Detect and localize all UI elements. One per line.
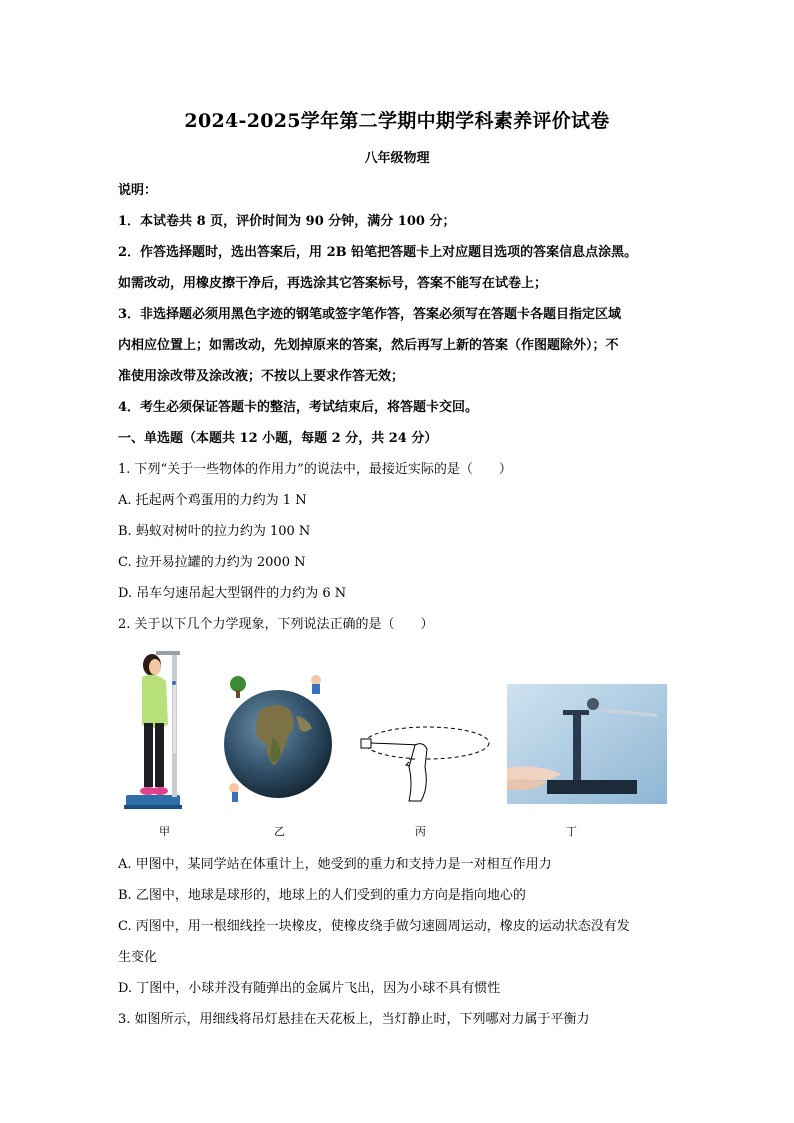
figure-bing-circular-motion	[355, 715, 495, 805]
figure-caption-jia: 甲	[159, 825, 170, 838]
instruction-line: 如需改动，用橡皮擦干净后，再选涂其它答案标号，答案不能写在试卷上；	[118, 276, 548, 291]
question-3-stem: 3. 如图所示，用细线将吊灯悬挂在天花板上，当灯静止时，下列哪对力属于平衡力	[118, 1012, 590, 1027]
instruction-line: 1．本试卷共 8 页，评价时间为 90 分钟，满分 100 分；	[118, 214, 456, 229]
question-1-option-d: D. 吊车匀速吊起大型钢件的力约为 6 N	[118, 586, 347, 601]
figure-jia-girl-on-scale	[118, 643, 198, 813]
question-1-option-c: C. 拉开易拉罐的力约为 2000 N	[118, 555, 306, 570]
question-1-stem: 1. 下列“关于一些物体的作用力”的说法中，最接近实际的是（ ）	[118, 462, 512, 477]
section-heading: 一、单选题（本题共 12 小题，每题 2 分，共 24 分）	[118, 431, 438, 446]
question-2-option-c: C. 丙图中，用一根细线拴一块橡皮，使橡皮绕手做匀速圆周运动，橡皮的运动状态没有发	[118, 919, 630, 934]
question-1-option-b: B. 蚂蚁对树叶的拉力约为 100 N	[118, 524, 311, 539]
figure-caption-yi: 乙	[274, 825, 285, 838]
page-title: 2024-2025学年第二学期中期学科素养评价试卷	[184, 110, 610, 132]
question-1-option-a: A. 托起两个鸡蛋用的力约为 1 N	[118, 493, 307, 508]
instruction-line: 准使用涂改带及涂改液；不按以上要求作答无效；	[118, 369, 405, 384]
question-2-stem: 2. 关于以下几个力学现象，下列说法正确的是（ ）	[118, 617, 434, 632]
instruction-line: 内相应位置上；如需改动，先划掉原来的答案，然后再写上新的答案（作图题除外）；不	[118, 338, 619, 353]
figure-yi-earth	[218, 668, 338, 808]
instruction-line: 4．考生必须保证答题卡的整洁，考试结束后，将答题卡交回。	[118, 400, 479, 415]
instructions-heading: 说明：	[118, 183, 158, 198]
question-2-option-b: B. 乙图中，地球是球形的，地球上的人们受到的重力方向是指向地心的	[118, 888, 526, 903]
question-2-option-d: D. 丁图中，小球并没有随弹出的金属片飞出，因为小球不具有惯性	[118, 981, 501, 996]
question-2-option-c-cont: 生变化	[118, 950, 158, 965]
page-subtitle: 八年级物理	[364, 151, 430, 166]
figure-caption-ding: 丁	[566, 825, 577, 838]
question-2-option-a: A. 甲图中，某同学站在体重计上，她受到的重力和支持力是一对相互作用力	[118, 857, 552, 872]
instruction-line: 2．作答选择题时，选出答案后，用 2B 铅笔把答题卡上对应题目选项的答案信息点涂黑。	[118, 245, 638, 260]
figure-caption-bing: 丙	[415, 825, 426, 838]
figure-ding-inertia-ball	[507, 684, 667, 804]
instruction-line: 3．非选择题必须用黑色字迹的钢笔或签字笔作答，答案必须写在答题卡各题目指定区域	[118, 307, 622, 322]
